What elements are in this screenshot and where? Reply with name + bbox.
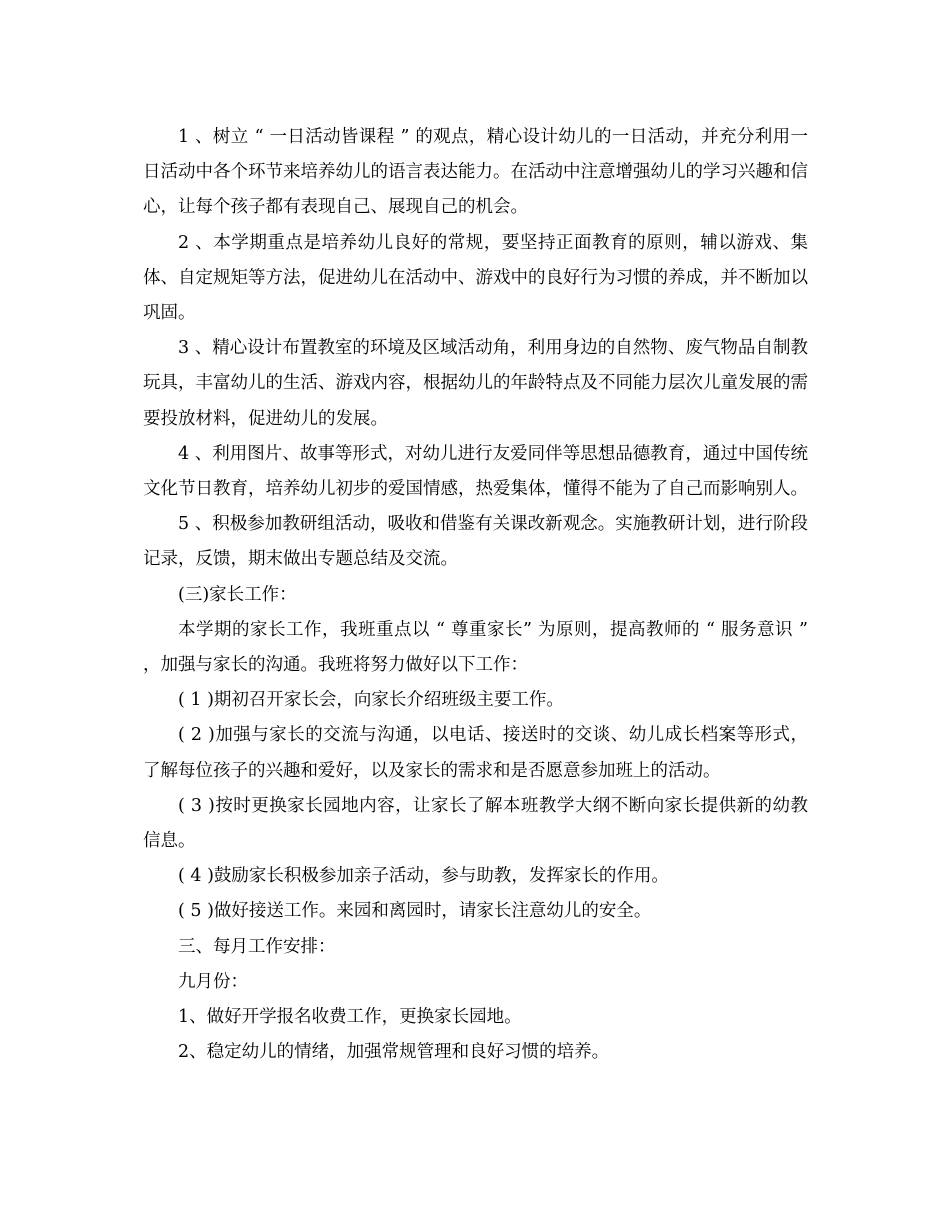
list-item-parent-2: ( 2 )加强与家长的交流与沟通，以电话、接送时的交谈、幼儿成长档案等形式，了解每位孩子的兴趣和爱好，以及家长的需求和是否愿意参加班上的活动。 <box>143 725 808 781</box>
list-item-parent-4: ( 4 )鼓励家长积极参加亲子活动，参与助教，发挥家长的作用。 <box>178 866 669 887</box>
list-item-parent-1: ( 1 )期初召开家长会，向家长介绍班级主要工作。 <box>178 690 564 711</box>
list-item-september-1: 1、做好开学报名收费工作，更换家长园地。 <box>178 1007 522 1028</box>
paragraph-parent-intro: 本学期的家长工作，我班重点以 “ 尊重家长” 为原则，提高教师的 “ 服务意识 ” ，加强与家长的沟通。我班将努力做好以下工作： <box>143 619 808 676</box>
section-heading-monthly-plan: 三、每月工作安排： <box>178 936 336 957</box>
month-heading-september: 九月份： <box>178 971 248 992</box>
paragraph-goal-4: 4 、利用图片、故事等形式，对幼儿进行友爱同伴等思想品德教育，通过中国传统文化节日教育，培养幼儿初步的爱国情感，热爱集体，懂得不能为了自己而影响别人。 <box>143 443 808 500</box>
list-item-september-2: 2、稳定幼儿的情绪，加强常规管理和良好习惯的培养。 <box>178 1042 610 1063</box>
list-item-parent-5: ( 5 )做好接送工作。来园和离园时，请家长注意幼儿的安全。 <box>178 901 652 922</box>
paragraph-goal-5: 5 、积极参加教研组活动，吸收和借鉴有关课改新观念。实施教研计划，进行阶段记录，反馈，期末做出专题总结及交流。 <box>143 514 808 570</box>
section-heading-parent-work: (三)家长工作： <box>178 584 297 605</box>
paragraph-goal-1: 1 、树立 “ 一日活动皆课程 ” 的观点，精心设计幼儿的一日活动，并充分利用一日活动中各个环节来培养幼儿的语言表达能力。在活动中注意增强幼儿的学习兴趣和信心，让每个孩子都有表现自己、展现自己的机会。 <box>143 127 808 218</box>
paragraph-goal-3: 3 、精心设计布置教室的环境及区域活动角，利用身边的自然物、废气物品自制教玩具，丰富幼儿的生活、游戏内容，根据幼儿的年龄特点及不同能力层次儿童发展的需要投放材料，促进幼儿的发展。 <box>143 338 808 429</box>
document-body <box>143 120 808 1070</box>
paragraph-goal-2: 2 、本学期重点是培养幼儿良好的常规，要坚持正面教育的原则，辅以游戏、集体、自定规矩等方法，促进幼儿在活动中、游戏中的良好行为习惯的养成，并不断加以巩固。 <box>143 232 808 324</box>
list-item-parent-3: ( 3 )按时更换家长园地内容，让家长了解本班教学大纲不断向家长提供新的幼教信息。 <box>143 795 808 852</box>
